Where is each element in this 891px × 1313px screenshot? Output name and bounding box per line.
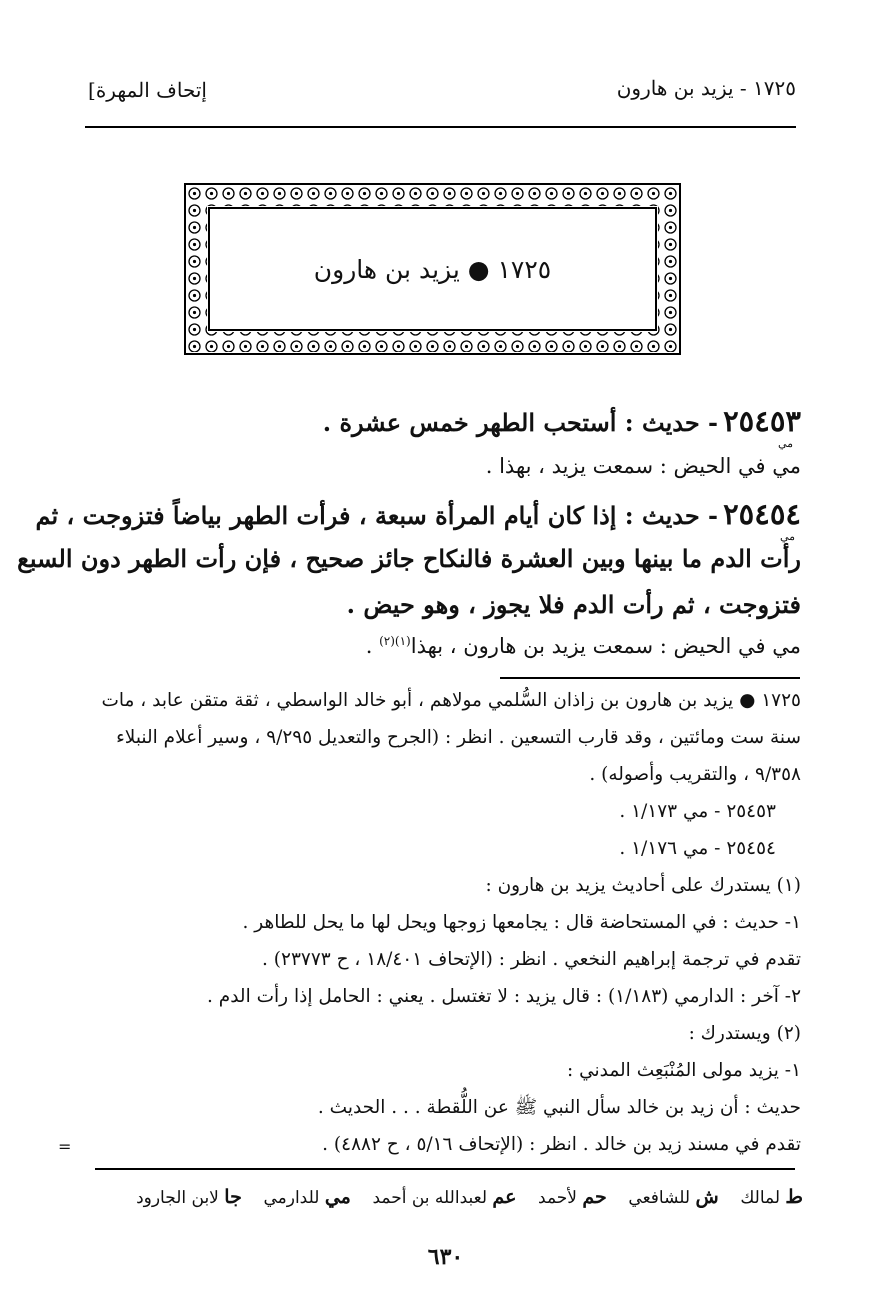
hadith-entry-25454: ٢٥٤٥٤ - حديث : إذا كان أيام المرأة سبعة ، فرأت الطهر بياضاً فتزوجت ، ثم xyxy=(35,497,801,531)
footnote-line: ٩/٣٥٨ ، والتقريب وأصوله) . xyxy=(589,764,801,785)
footnote-line: تقدم في ترجمة إبراهيم النخعي . انظر : (الإتحاف ١٨/٤٠١ ، ح ٢٣٧٧٣) . xyxy=(262,949,801,970)
header-chapter-title: ١٧٢٥ - يزيد بن هارون xyxy=(616,76,796,100)
footnote-line: ٢- آخر : الدارمي (١/١٨٣) : قال يزيد : لا تغتسل . يعني : الحامل إذا رأت الدم . xyxy=(207,986,801,1007)
footnote-refs: (١)(٢) xyxy=(379,634,411,648)
footnote-line: حديث : أن زيد بن خالد سأل النبي ﷺ عن اللُّقطة . . . الحديث . xyxy=(317,1097,801,1118)
footnote-line: تقدم في مسند زيد بن خالد . انظر : (الإتحاف ٥/١٦ ، ح ٤٨٨٢) . xyxy=(322,1134,801,1155)
hadith-text: حديث : أستحب الطهر خمس عشرة . xyxy=(322,408,700,437)
hadith-text-line: حديث : إذا كان أيام المرأة سبعة ، فرأت الطهر بياضاً فتزوجت ، ثم xyxy=(35,501,700,530)
source-text: مي في الحيض : سمعت يزيد بن هارون ، بهذا xyxy=(410,634,801,658)
footnote-line: (١) يستدرك على أحاديث يزيد بن هارون : xyxy=(485,875,801,896)
source-marker: مي xyxy=(778,437,794,450)
abbreviation-item: ش للشافعي xyxy=(628,1186,719,1208)
hadith-entry-25453: ٢٥٤٥٣ - حديث : أستحب الطهر خمس عشرة . xyxy=(322,404,801,438)
footnote-line: ٢٥٤٥٤ - مي ١/١٧٦ . xyxy=(619,838,776,859)
header-divider xyxy=(85,126,796,128)
footnote-line: ١- يزيد مولى المُنْبَعِث المدني : xyxy=(566,1060,801,1081)
hadith-number: ٢٥٤٥٤ xyxy=(723,497,801,531)
footnote-line: ١٧٢٥ ● يزيد بن هارون بن زاذان السُّلمي مولاهم ، أبو خالد الواسطي ، ثقة متقن عابد ، مات xyxy=(101,690,801,711)
chapter-title: ١٧٢٥ ● يزيد بن هارون xyxy=(313,254,552,284)
abbreviation-item: مي للدارمي xyxy=(263,1186,351,1208)
hadith-source: مي في الحيض : سمعت يزيد بن هارون ، بهذا$^{(١)(٢)}$ . xyxy=(365,634,801,658)
abbreviation-item: ط لمالك xyxy=(740,1186,803,1208)
hadith-source: مي في الحيض : سمعت يزيد ، بهذا . xyxy=(485,454,801,478)
footnote-line: (٢) ويستدرك : xyxy=(688,1023,801,1044)
hadith-number: ٢٥٤٥٣ xyxy=(723,404,801,438)
abbreviation-key xyxy=(136,1186,803,1208)
footnote-line: سنة ست ومائتين ، وقد قارب التسعين . انظر : (الجرح والتعديل ٩/٢٩٥ ، وسير أعلام النبلاء xyxy=(116,727,801,748)
header-book-title: [إتحاف المهرة xyxy=(88,78,207,102)
continuation-mark: = xyxy=(58,1137,72,1156)
hadith-text-line: رأت الدم ما بينها وبين العشرة فالنكاح جائز صحيح ، فإن رأت الطهر دون السبع xyxy=(17,544,801,573)
page-number: ٦٣٠ xyxy=(427,1244,464,1270)
chapter-title-box xyxy=(208,207,657,331)
abbreviation-item: عم لعبدالله بن أحمد xyxy=(372,1186,517,1208)
hadith-text-line: فتزوجت ، ثم رأت الدم فلا يجوز ، وهو حيض . xyxy=(346,590,801,619)
chapter-title-frame xyxy=(184,183,681,355)
source-marker: مي xyxy=(780,530,796,543)
footnote-line: ١- حديث : في المستحاضة قال : يجامعها زوجها ويحل لها ما يحل للطاهر . xyxy=(242,912,801,933)
footnote-line: ٢٥٤٥٣ - مي ١/١٧٣ . xyxy=(619,801,776,822)
footnote-divider xyxy=(500,677,800,679)
abbreviation-item: حم لأحمد xyxy=(538,1186,607,1208)
abbreviation-divider xyxy=(95,1168,795,1170)
abbreviation-item: جا لابن الجارود xyxy=(136,1186,242,1208)
